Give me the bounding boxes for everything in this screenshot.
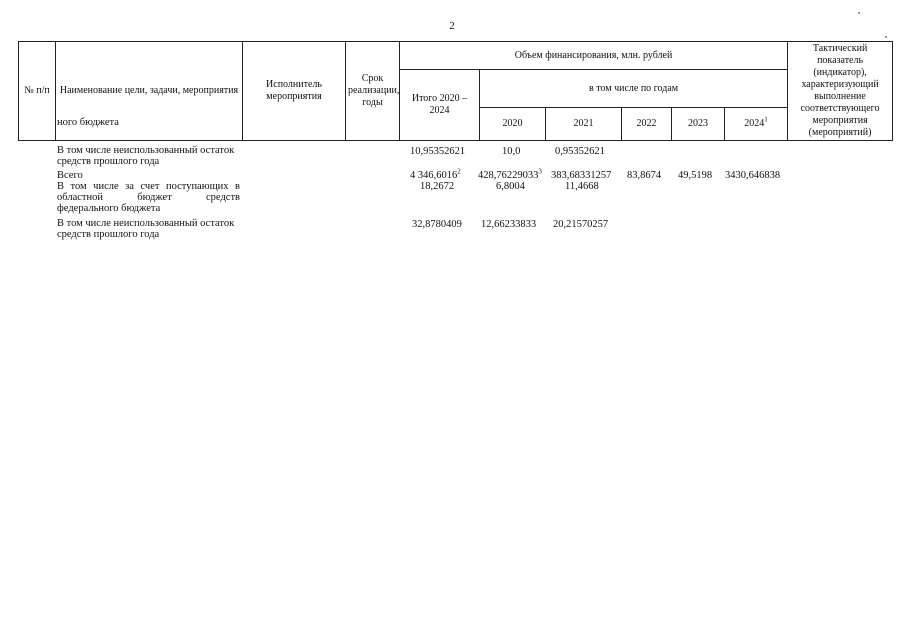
row1-total: 10,95352621	[410, 146, 466, 157]
header-executor: Исполнитель мероприятия	[243, 42, 346, 141]
header-term: Срок реализации, годы	[346, 42, 400, 141]
scan-speck	[858, 12, 860, 14]
row2-2023: 49,5198	[678, 170, 713, 181]
header-financing: Объем финансирования, млн. рублей	[400, 42, 788, 70]
header-year-2023: 2023	[672, 108, 725, 141]
scan-speck	[885, 36, 887, 38]
row2-2024: 3430,646838	[725, 170, 781, 181]
header-total: Итого 2020 – 2024	[400, 70, 480, 141]
row2-2020: 428,76229033$^3$	[478, 167, 542, 181]
row-text-federal: В том числе за счет поступающих в областной бюджет средств федерального бюджета	[57, 181, 240, 214]
row-text-unused-balance-1: В том числе неиспользованный остаток средств прошлого года	[57, 145, 235, 167]
header-num: № п/п	[19, 42, 56, 141]
row-text-unused-balance-2: В том числе неиспользованный остаток средств прошлого года	[57, 218, 235, 240]
row1-2021: 0,95352621	[555, 146, 605, 157]
header-year-2022: 2022	[622, 108, 672, 141]
row2-total: 4 346,6016$^2$	[410, 167, 461, 181]
row4-2020: 12,66233833	[481, 219, 537, 230]
page-number: 2	[449, 20, 455, 32]
row4-2021: 20,21570257	[553, 219, 609, 230]
header-year-2020: 2020	[480, 108, 546, 141]
row3-total: 18,2672	[420, 181, 455, 192]
row1-2020: 10,0	[502, 146, 521, 157]
header-year-2021: 2021	[546, 108, 622, 141]
header-year-2024: 2024$^1$	[725, 108, 788, 141]
row2-2022: 83,8674	[627, 170, 662, 181]
row-text-total: Всего	[57, 170, 83, 181]
header-tactic: Тактический показатель (индикатор), характеризующий выполнение соответствующего мероприятия (мероприятий)	[788, 42, 893, 141]
row3-2020: 6,8004	[496, 181, 525, 192]
row3-2021: 11,4668	[565, 181, 599, 192]
header-name: Наименование цели, задачи, мероприятия	[56, 42, 243, 141]
row4-total: 32,8780409	[412, 219, 462, 230]
row-text-continuation: ного бюджета	[57, 117, 119, 128]
header-by-years: в том числе по годам	[480, 70, 788, 108]
row2-2021: 383,68331257	[551, 170, 612, 181]
